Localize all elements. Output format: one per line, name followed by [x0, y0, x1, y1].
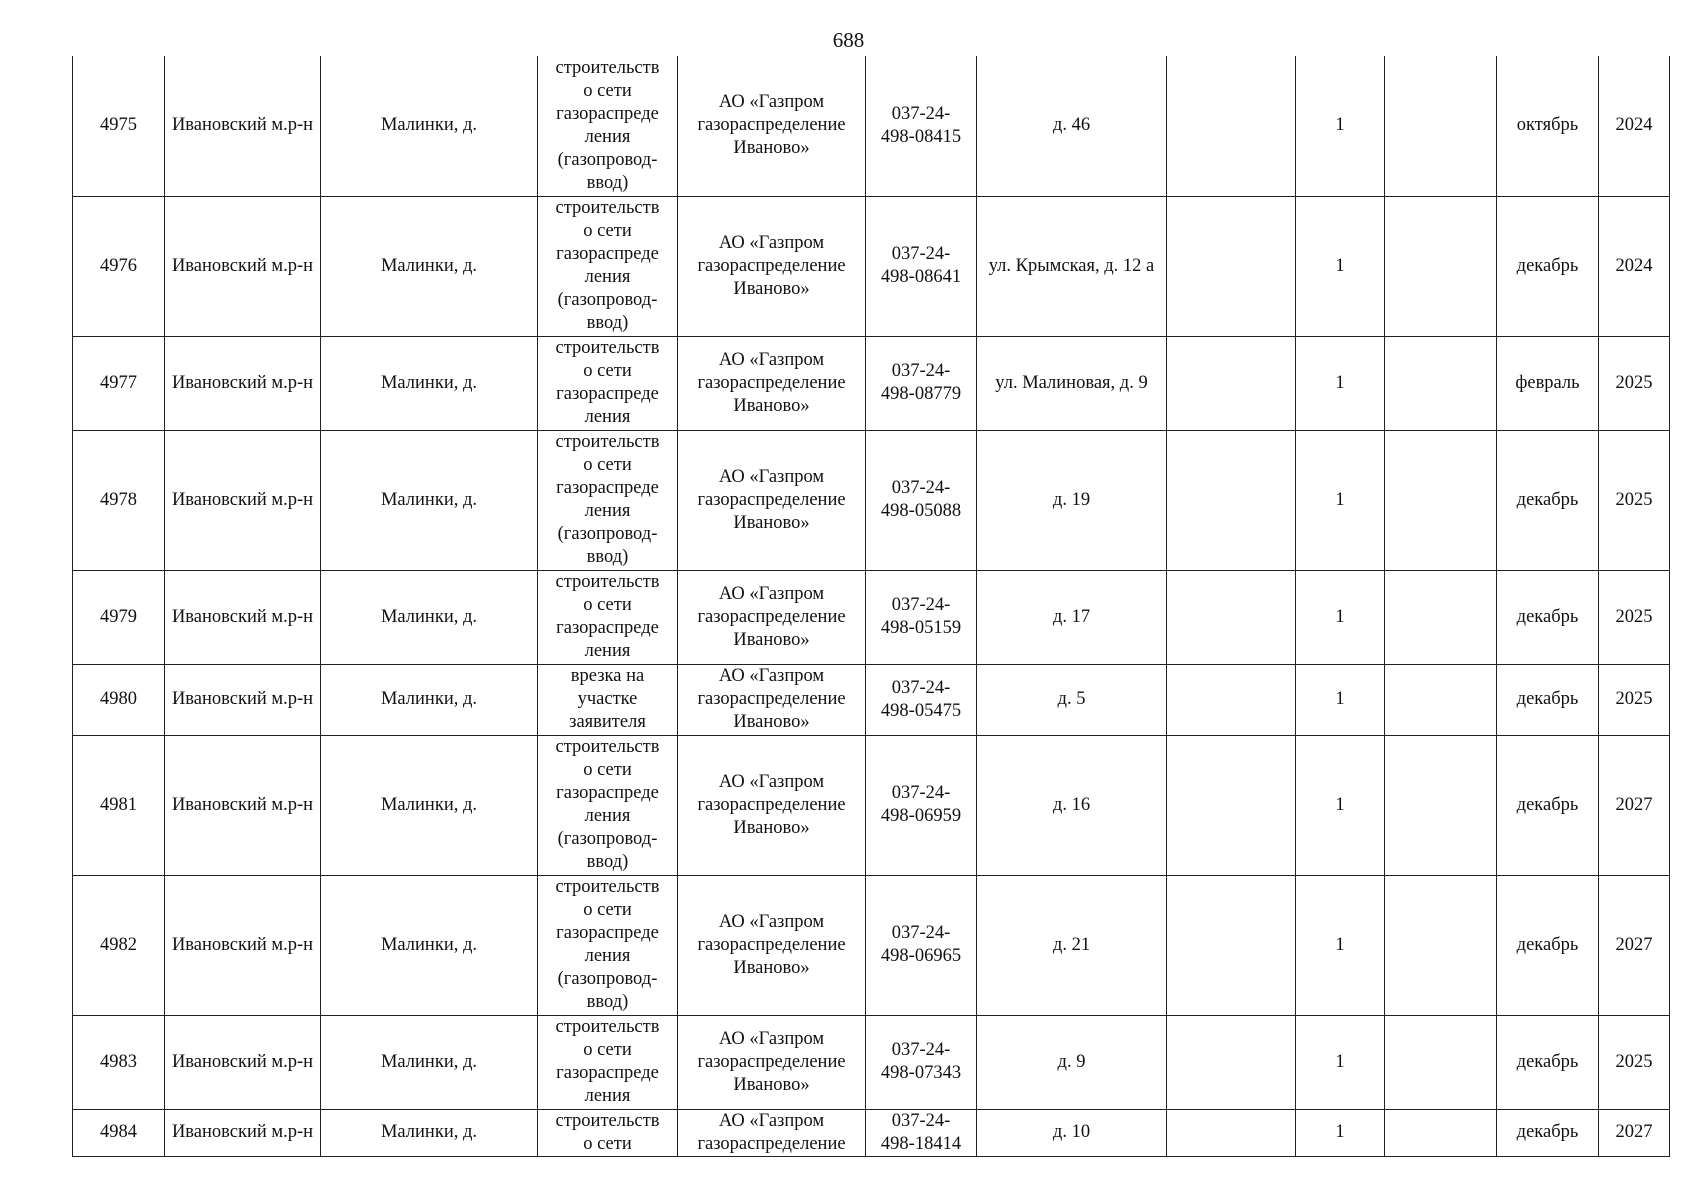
cell-empty	[1385, 336, 1497, 430]
cell-work-type	[538, 1015, 678, 1109]
cell-work-type-line: ления	[584, 806, 631, 826]
cell-organization-line: газораспределение	[697, 606, 846, 627]
cell-work-type-line: строительств	[555, 737, 660, 757]
cell-empty	[1167, 430, 1296, 570]
cell-organization-line: газораспределение	[697, 115, 846, 136]
cell-district: Ивановский м.р-н	[165, 875, 321, 1015]
cell-application-code	[866, 1015, 977, 1109]
cell-organization-line: газораспределение	[697, 689, 846, 709]
cell-application-code-line: 498-06959	[880, 806, 962, 826]
cell-locality: Малинки, д.	[321, 664, 538, 735]
cell-organization-line: Иваново»	[733, 512, 810, 533]
cell-organization-line: АО «Газпром	[718, 232, 825, 253]
cell-organization	[678, 1015, 866, 1109]
cell-work-type	[538, 735, 678, 875]
cell-year: 2025	[1599, 664, 1670, 735]
cell-organization-line: Иваново»	[733, 1074, 810, 1095]
cell-year: 2025	[1599, 570, 1670, 664]
cell-work-type-line: ления	[584, 407, 631, 427]
cell-work-type-line: о сети	[583, 221, 632, 241]
cell-organization	[678, 875, 866, 1015]
cell-work-type-line: строительств	[555, 57, 660, 78]
cell-work-type-line: газораспреде	[556, 244, 659, 264]
cell-month: декабрь	[1497, 664, 1599, 735]
cell-organization-line: Иваново»	[733, 138, 810, 159]
cell-address: д. 16	[977, 735, 1167, 875]
cell-district: Ивановский м.р-н	[165, 735, 321, 875]
cell-number: 4981	[73, 735, 165, 875]
cell-work-type-line: (газопровод-	[557, 524, 658, 544]
cell-empty	[1167, 735, 1296, 875]
cell-application-code	[866, 875, 977, 1015]
cell-organization-line: Иваново»	[733, 395, 810, 416]
cell-organization-line: АО «Газпром	[718, 349, 825, 370]
cell-empty	[1167, 1015, 1296, 1109]
cell-work-type-line: о сети	[583, 1040, 632, 1060]
cell-work-type-line: газораспреде	[556, 783, 659, 803]
cell-work-type-line: газораспреде	[556, 478, 659, 498]
cell-work-type-line: строительств	[555, 572, 660, 592]
cell-month: декабрь	[1497, 196, 1599, 336]
cell-month: декабрь	[1497, 1015, 1599, 1109]
cell-year: 2025	[1599, 430, 1670, 570]
cell-year: 2025	[1599, 1015, 1670, 1109]
cell-work-type-line: о сети	[583, 80, 632, 101]
cell-organization-line: АО «Газпром	[718, 583, 825, 604]
cell-address: ул. Малиновая, д. 9	[977, 336, 1167, 430]
cell-application-code	[866, 1109, 977, 1156]
table-row	[73, 1015, 1670, 1109]
cell-application-code	[866, 735, 977, 875]
cell-work-type-line: ления	[584, 1086, 631, 1106]
cell-organization-line: газораспределение	[697, 489, 846, 510]
cell-work-type-line: ления	[584, 946, 631, 966]
cell-empty	[1167, 664, 1296, 735]
cell-organization-line: Иваново»	[733, 629, 810, 650]
cell-application-code-line: 037-24-	[891, 478, 951, 498]
cell-locality: Малинки, д.	[321, 1109, 538, 1156]
cell-organization-line: Иваново»	[733, 278, 810, 299]
table-row	[73, 664, 1670, 735]
cell-number: 4975	[73, 56, 165, 196]
cell-work-type-line: о сети	[583, 455, 632, 475]
cell-work-type-line: (газопровод-	[557, 290, 658, 310]
cell-organization-line: АО «Газпром	[718, 1028, 825, 1049]
cell-application-code	[866, 196, 977, 336]
cell-organization-line: АО «Газпром	[718, 466, 825, 487]
cell-empty	[1385, 56, 1497, 196]
cell-month: декабрь	[1497, 570, 1599, 664]
cell-work-type	[538, 875, 678, 1015]
cell-address: д. 10	[977, 1109, 1167, 1156]
cell-count: 1	[1296, 430, 1385, 570]
cell-work-type-line: ввод)	[586, 172, 629, 193]
cell-count: 1	[1296, 1015, 1385, 1109]
cell-organization	[678, 56, 866, 196]
cell-locality: Малинки, д.	[321, 570, 538, 664]
cell-organization	[678, 196, 866, 336]
cell-work-type-line: ления	[584, 501, 631, 521]
cell-work-type-line: о сети	[583, 595, 632, 615]
cell-work-type-line: (газопровод-	[557, 829, 658, 849]
cell-organization	[678, 570, 866, 664]
cell-empty	[1167, 336, 1296, 430]
cell-empty	[1385, 735, 1497, 875]
table-row	[73, 735, 1670, 875]
cell-application-code-line: 498-08779	[880, 384, 962, 404]
cell-application-code-line: 498-05159	[880, 618, 962, 638]
cell-district: Ивановский м.р-н	[165, 196, 321, 336]
cell-work-type-line: строительств	[555, 338, 660, 358]
cell-address: д. 9	[977, 1015, 1167, 1109]
cell-count: 1	[1296, 735, 1385, 875]
cell-empty	[1385, 664, 1497, 735]
cell-application-code-line: 037-24-	[891, 244, 951, 264]
cell-organization-line: Иваново»	[733, 712, 810, 732]
cell-organization-line: газораспределение	[697, 1133, 846, 1154]
cell-number: 4979	[73, 570, 165, 664]
cell-district: Ивановский м.р-н	[165, 664, 321, 735]
cell-number: 4982	[73, 875, 165, 1015]
cell-application-code-line: 498-05475	[880, 700, 962, 721]
cell-year: 2024	[1599, 56, 1670, 196]
cell-month: декабрь	[1497, 430, 1599, 570]
cell-organization-line: газораспределение	[697, 794, 846, 815]
cell-empty	[1167, 56, 1296, 196]
cell-empty	[1167, 196, 1296, 336]
cell-district: Ивановский м.р-н	[165, 1015, 321, 1109]
cell-address: д. 46	[977, 56, 1167, 196]
cell-organization	[678, 735, 866, 875]
cell-empty	[1385, 875, 1497, 1015]
cell-organization-line: газораспределение	[697, 255, 846, 276]
cell-locality: Малинки, д.	[321, 1015, 538, 1109]
cell-organization-line: Иваново»	[733, 817, 810, 838]
cell-month: февраль	[1497, 336, 1599, 430]
cell-work-type-line: о сети	[583, 1133, 632, 1154]
cell-application-code-line: 498-08415	[880, 126, 962, 147]
cell-work-type-line: заявителя	[569, 712, 646, 732]
cell-work-type-line: ввод)	[586, 992, 629, 1012]
table-body	[73, 56, 1670, 1156]
cell-work-type-line: врезка на	[570, 666, 645, 686]
cell-work-type	[538, 1109, 678, 1156]
cell-work-type-line: газораспреде	[556, 384, 659, 404]
cell-year: 2027	[1599, 1109, 1670, 1156]
cell-number: 4984	[73, 1109, 165, 1156]
cell-work-type-line: о сети	[583, 760, 632, 780]
cell-address: ул. Крымская, д. 12 а	[977, 196, 1167, 336]
cell-empty	[1167, 570, 1296, 664]
cell-empty	[1385, 1109, 1497, 1156]
table-row	[73, 336, 1670, 430]
cell-address: д. 19	[977, 430, 1167, 570]
cell-empty	[1385, 1015, 1497, 1109]
cell-empty	[1385, 570, 1497, 664]
cell-application-code	[866, 664, 977, 735]
cell-organization	[678, 336, 866, 430]
cell-organization-line: газораспределение	[697, 934, 846, 955]
cell-empty	[1167, 1109, 1296, 1156]
cell-empty	[1385, 196, 1497, 336]
table-row	[73, 196, 1670, 336]
cell-organization-line: газораспределение	[697, 1051, 846, 1072]
cell-work-type-line: строительств	[555, 1017, 660, 1037]
cell-locality: Малинки, д.	[321, 735, 538, 875]
cell-locality: Малинки, д.	[321, 875, 538, 1015]
cell-application-code-line: 037-24-	[891, 361, 951, 381]
cell-organization-line: АО «Газпром	[718, 911, 825, 932]
cell-work-type-line: ввод)	[586, 547, 629, 567]
cell-count: 1	[1296, 664, 1385, 735]
cell-year: 2025	[1599, 336, 1670, 430]
cell-work-type-line: строительств	[555, 432, 660, 452]
registry-table	[72, 56, 1670, 1157]
cell-year: 2024	[1599, 196, 1670, 336]
cell-work-type	[538, 336, 678, 430]
cell-work-type-line: газораспреде	[556, 1063, 659, 1083]
cell-number: 4976	[73, 196, 165, 336]
cell-address: д. 17	[977, 570, 1167, 664]
cell-work-type-line: строительств	[555, 198, 660, 218]
cell-count: 1	[1296, 875, 1385, 1015]
cell-organization	[678, 664, 866, 735]
cell-number: 4983	[73, 1015, 165, 1109]
cell-work-type-line: ления	[584, 267, 631, 287]
cell-month: октябрь	[1497, 56, 1599, 196]
cell-work-type-line: ления	[584, 641, 631, 661]
cell-application-code-line: 037-24-	[891, 923, 951, 943]
cell-month: декабрь	[1497, 735, 1599, 875]
cell-district: Ивановский м.р-н	[165, 1109, 321, 1156]
cell-organization-line: газораспределение	[697, 372, 846, 393]
cell-count: 1	[1296, 1109, 1385, 1156]
cell-work-type	[538, 196, 678, 336]
cell-work-type-line: ввод)	[586, 852, 629, 872]
cell-work-type-line: строительств	[555, 1110, 660, 1131]
cell-application-code-line: 498-06965	[880, 946, 962, 966]
cell-locality: Малинки, д.	[321, 196, 538, 336]
cell-locality: Малинки, д.	[321, 336, 538, 430]
cell-application-code-line: 498-07343	[880, 1063, 962, 1083]
cell-work-type-line: о сети	[583, 361, 632, 381]
cell-work-type-line: газораспреде	[556, 923, 659, 943]
cell-work-type	[538, 570, 678, 664]
cell-work-type-line: газораспреде	[556, 103, 659, 124]
cell-year: 2027	[1599, 875, 1670, 1015]
cell-organization-line: АО «Газпром	[718, 666, 825, 686]
table-row	[73, 56, 1670, 196]
cell-district: Ивановский м.р-н	[165, 336, 321, 430]
cell-application-code-line: 037-24-	[891, 103, 951, 124]
table-row	[73, 875, 1670, 1015]
cell-application-code-line: 037-24-	[891, 1110, 951, 1131]
cell-work-type-line: строительств	[555, 877, 660, 897]
cell-work-type-line: участке	[577, 689, 638, 709]
cell-application-code-line: 498-05088	[880, 501, 962, 521]
cell-count: 1	[1296, 196, 1385, 336]
cell-application-code	[866, 56, 977, 196]
cell-year: 2027	[1599, 735, 1670, 875]
cell-work-type-line: ления	[584, 126, 631, 147]
cell-empty	[1167, 875, 1296, 1015]
cell-application-code	[866, 336, 977, 430]
cell-count: 1	[1296, 336, 1385, 430]
cell-locality: Малинки, д.	[321, 430, 538, 570]
cell-number: 4978	[73, 430, 165, 570]
cell-organization-line: АО «Газпром	[718, 92, 825, 113]
cell-locality: Малинки, д.	[321, 56, 538, 196]
cell-application-code-line: 037-24-	[891, 783, 951, 803]
table-row	[73, 1109, 1670, 1156]
cell-month: декабрь	[1497, 875, 1599, 1015]
page-number: 688	[832, 28, 865, 52]
cell-count: 1	[1296, 570, 1385, 664]
cell-organization	[678, 1109, 866, 1156]
cell-organization-line: Иваново»	[733, 957, 810, 978]
cell-organization-line: АО «Газпром	[718, 771, 825, 792]
cell-application-code-line: 037-24-	[891, 677, 951, 698]
table-row	[73, 430, 1670, 570]
cell-application-code-line: 037-24-	[891, 1040, 951, 1060]
cell-work-type-line: газораспреде	[556, 618, 659, 638]
table-row	[73, 570, 1670, 664]
cell-month: декабрь	[1497, 1109, 1599, 1156]
cell-district: Ивановский м.р-н	[165, 56, 321, 196]
cell-application-code-line: 498-18414	[880, 1133, 962, 1154]
cell-district: Ивановский м.р-н	[165, 430, 321, 570]
cell-work-type	[538, 664, 678, 735]
cell-organization-line: АО «Газпром	[718, 1110, 825, 1131]
cell-application-code-line: 037-24-	[891, 595, 951, 615]
cell-number: 4980	[73, 664, 165, 735]
cell-work-type	[538, 430, 678, 570]
cell-application-code	[866, 570, 977, 664]
cell-application-code	[866, 430, 977, 570]
cell-organization	[678, 430, 866, 570]
cell-count: 1	[1296, 56, 1385, 196]
cell-work-type-line: о сети	[583, 900, 632, 920]
cell-address: д. 21	[977, 875, 1167, 1015]
cell-application-code-line: 498-08641	[880, 267, 962, 287]
cell-work-type-line: (газопровод-	[557, 969, 658, 989]
cell-district: Ивановский м.р-н	[165, 570, 321, 664]
cell-address: д. 5	[977, 664, 1167, 735]
cell-work-type	[538, 56, 678, 196]
cell-work-type-line: ввод)	[586, 313, 629, 333]
cell-number: 4977	[73, 336, 165, 430]
cell-work-type-line: (газопровод-	[557, 149, 658, 170]
cell-empty	[1385, 430, 1497, 570]
